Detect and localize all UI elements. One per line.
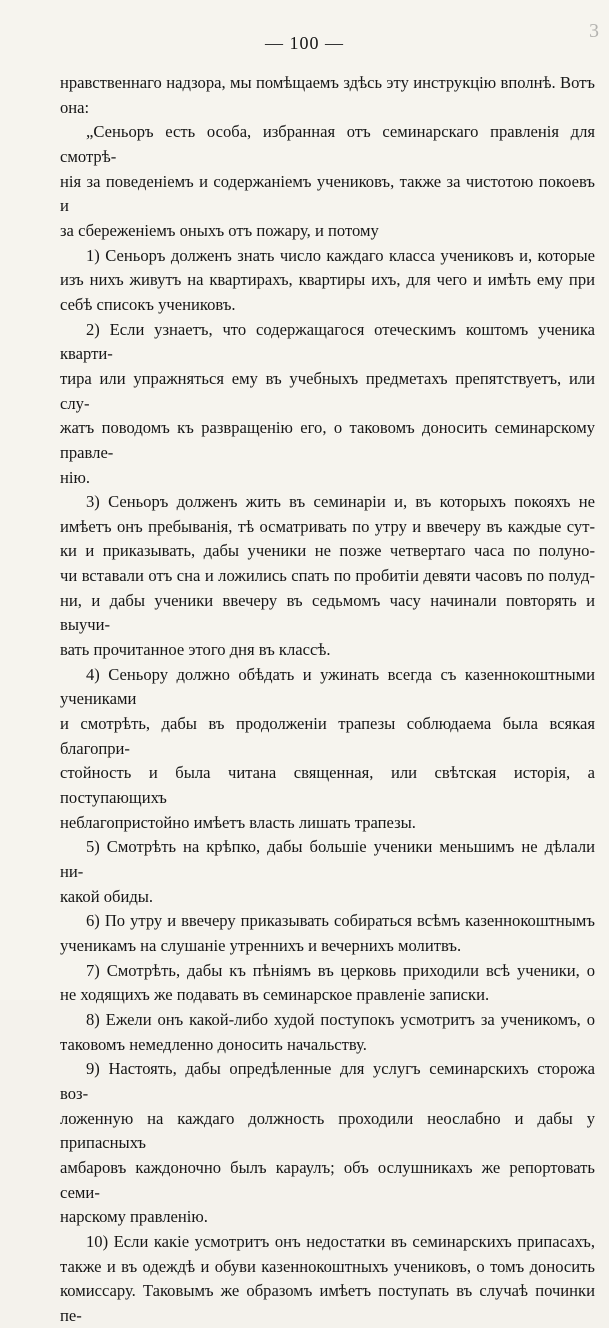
text-line: 4) Сеньору должно обѣдать и ужинать всегда съ казеннокоштными учениками xyxy=(60,664,595,709)
text-line: „Сеньоръ есть особа, избранная отъ семинарскаго правленія для смотрѣ- xyxy=(60,122,595,166)
text-line: ученикамъ на слушаніе утреннихъ и вечернихъ молитвъ. xyxy=(60,935,462,955)
text-line: какой обиды. xyxy=(60,886,154,906)
text-line: жатъ поводомъ къ развращенію его, о таковомъ доносить семинарскому правле- xyxy=(60,418,595,462)
text-line: 6) По утру и ввечеру приказывать собираться всѣмъ казеннокоштнымъ xyxy=(86,911,595,931)
text-line: 10) Если какіе усмотритъ онъ недостатки въ семинарскихъ припасахъ, xyxy=(86,1231,595,1251)
text-line: тира или упражняться ему въ учебныхъ предметахъ препятствуетъ, или слу- xyxy=(60,368,595,413)
text-line: она: xyxy=(60,97,90,117)
page-edge-mark: 3 xyxy=(589,20,599,42)
page-number: — 100 — xyxy=(265,33,344,53)
text-line: ложенную на каждаго должность проходили неослабно и дабы у припасныхъ xyxy=(60,1108,595,1153)
text-line: комиссару. Таковымъ же образомъ имѣетъ поступать въ случаѣ починки пе- xyxy=(60,1281,595,1325)
text-line: 1) Сеньоръ долженъ знать число каждаго класса учениковъ и, которые xyxy=(86,245,595,265)
text-line: амбаровъ каждоночно былъ караулъ; объ ослушникахъ же репортовать семи- xyxy=(60,1157,595,1202)
text-line: изъ нихъ живутъ на квартирахъ, квартиры ихъ, для чего и имѣть ему при xyxy=(60,270,595,290)
text-line: нія за поведеніемъ и содержаніемъ учениковъ, также за чистотою покоевъ и xyxy=(60,171,595,216)
text-line: ни, и дабы ученики ввечеру въ седьмомъ часу начинали повторять и выучи- xyxy=(60,590,595,635)
text-line: нравственнаго надзора, мы помѣщаемъ здѣсь эту инструкцію вполнѣ. Вотъ xyxy=(60,73,595,92)
text-line: ки и приказывать, дабы ученики не позже четвертаго часа по полуно- xyxy=(60,541,595,561)
text-line: 7) Смотрѣть, дабы къ пѣніямъ въ церковь приходили всѣ ученики, о xyxy=(86,960,595,980)
text-line: 8) Ежели онъ какой-либо худой поступокъ усмотритъ за ученикомъ, о xyxy=(86,1009,595,1029)
text-line: имѣетъ онъ пребыванія, тѣ осматривать по утру и ввечеру въ каждые сут- xyxy=(60,516,595,536)
text-line: нію. xyxy=(60,467,91,487)
text-line: не ходящихъ же подавать въ семинарское правленіе записки. xyxy=(60,985,490,1005)
text-line: вать прочитанное этого дня въ классѣ. xyxy=(60,640,331,660)
text-line: нарскому правленію. xyxy=(60,1207,208,1227)
text-line: неблагопристойно имѣетъ власть лишать трапезы. xyxy=(60,812,416,832)
text-line: таковомъ немедленно доносить начальству. xyxy=(60,1034,367,1054)
text-line: 3) Сеньоръ долженъ жить въ семинаріи и, въ которыхъ покояхъ не xyxy=(86,492,595,512)
body-text xyxy=(60,71,595,1328)
text-line: чи вставали отъ сна и ложились спать по пробитіи девяти часовъ по полуд- xyxy=(60,566,595,586)
text-line: 2) Если узнаетъ, что содержащагося отеческимъ коштомъ ученика кварти- xyxy=(60,319,595,364)
text-line: и смотрѣть, дабы въ продолженіи трапезы соблюдаема была всякая благопри- xyxy=(60,714,595,758)
text-line: себѣ списокъ учениковъ. xyxy=(60,294,236,314)
text-line: 9) Настоять, дабы опредѣленные для услугъ семинарскихъ сторожа воз- xyxy=(60,1059,595,1103)
text-line: стойность и была читана священная, или свѣтская исторія, а поступающихъ xyxy=(60,763,595,808)
text-line: за сбереженіемъ оныхъ отъ пожару, и потому xyxy=(60,220,379,240)
text-line: также и въ одеждѣ и обуви казеннокоштныхъ учениковъ, о томъ доносить xyxy=(60,1256,595,1276)
text-line: 5) Смотрѣть на крѣпко, дабы большіе ученики меньшимъ не дѣлали ни- xyxy=(60,837,595,881)
